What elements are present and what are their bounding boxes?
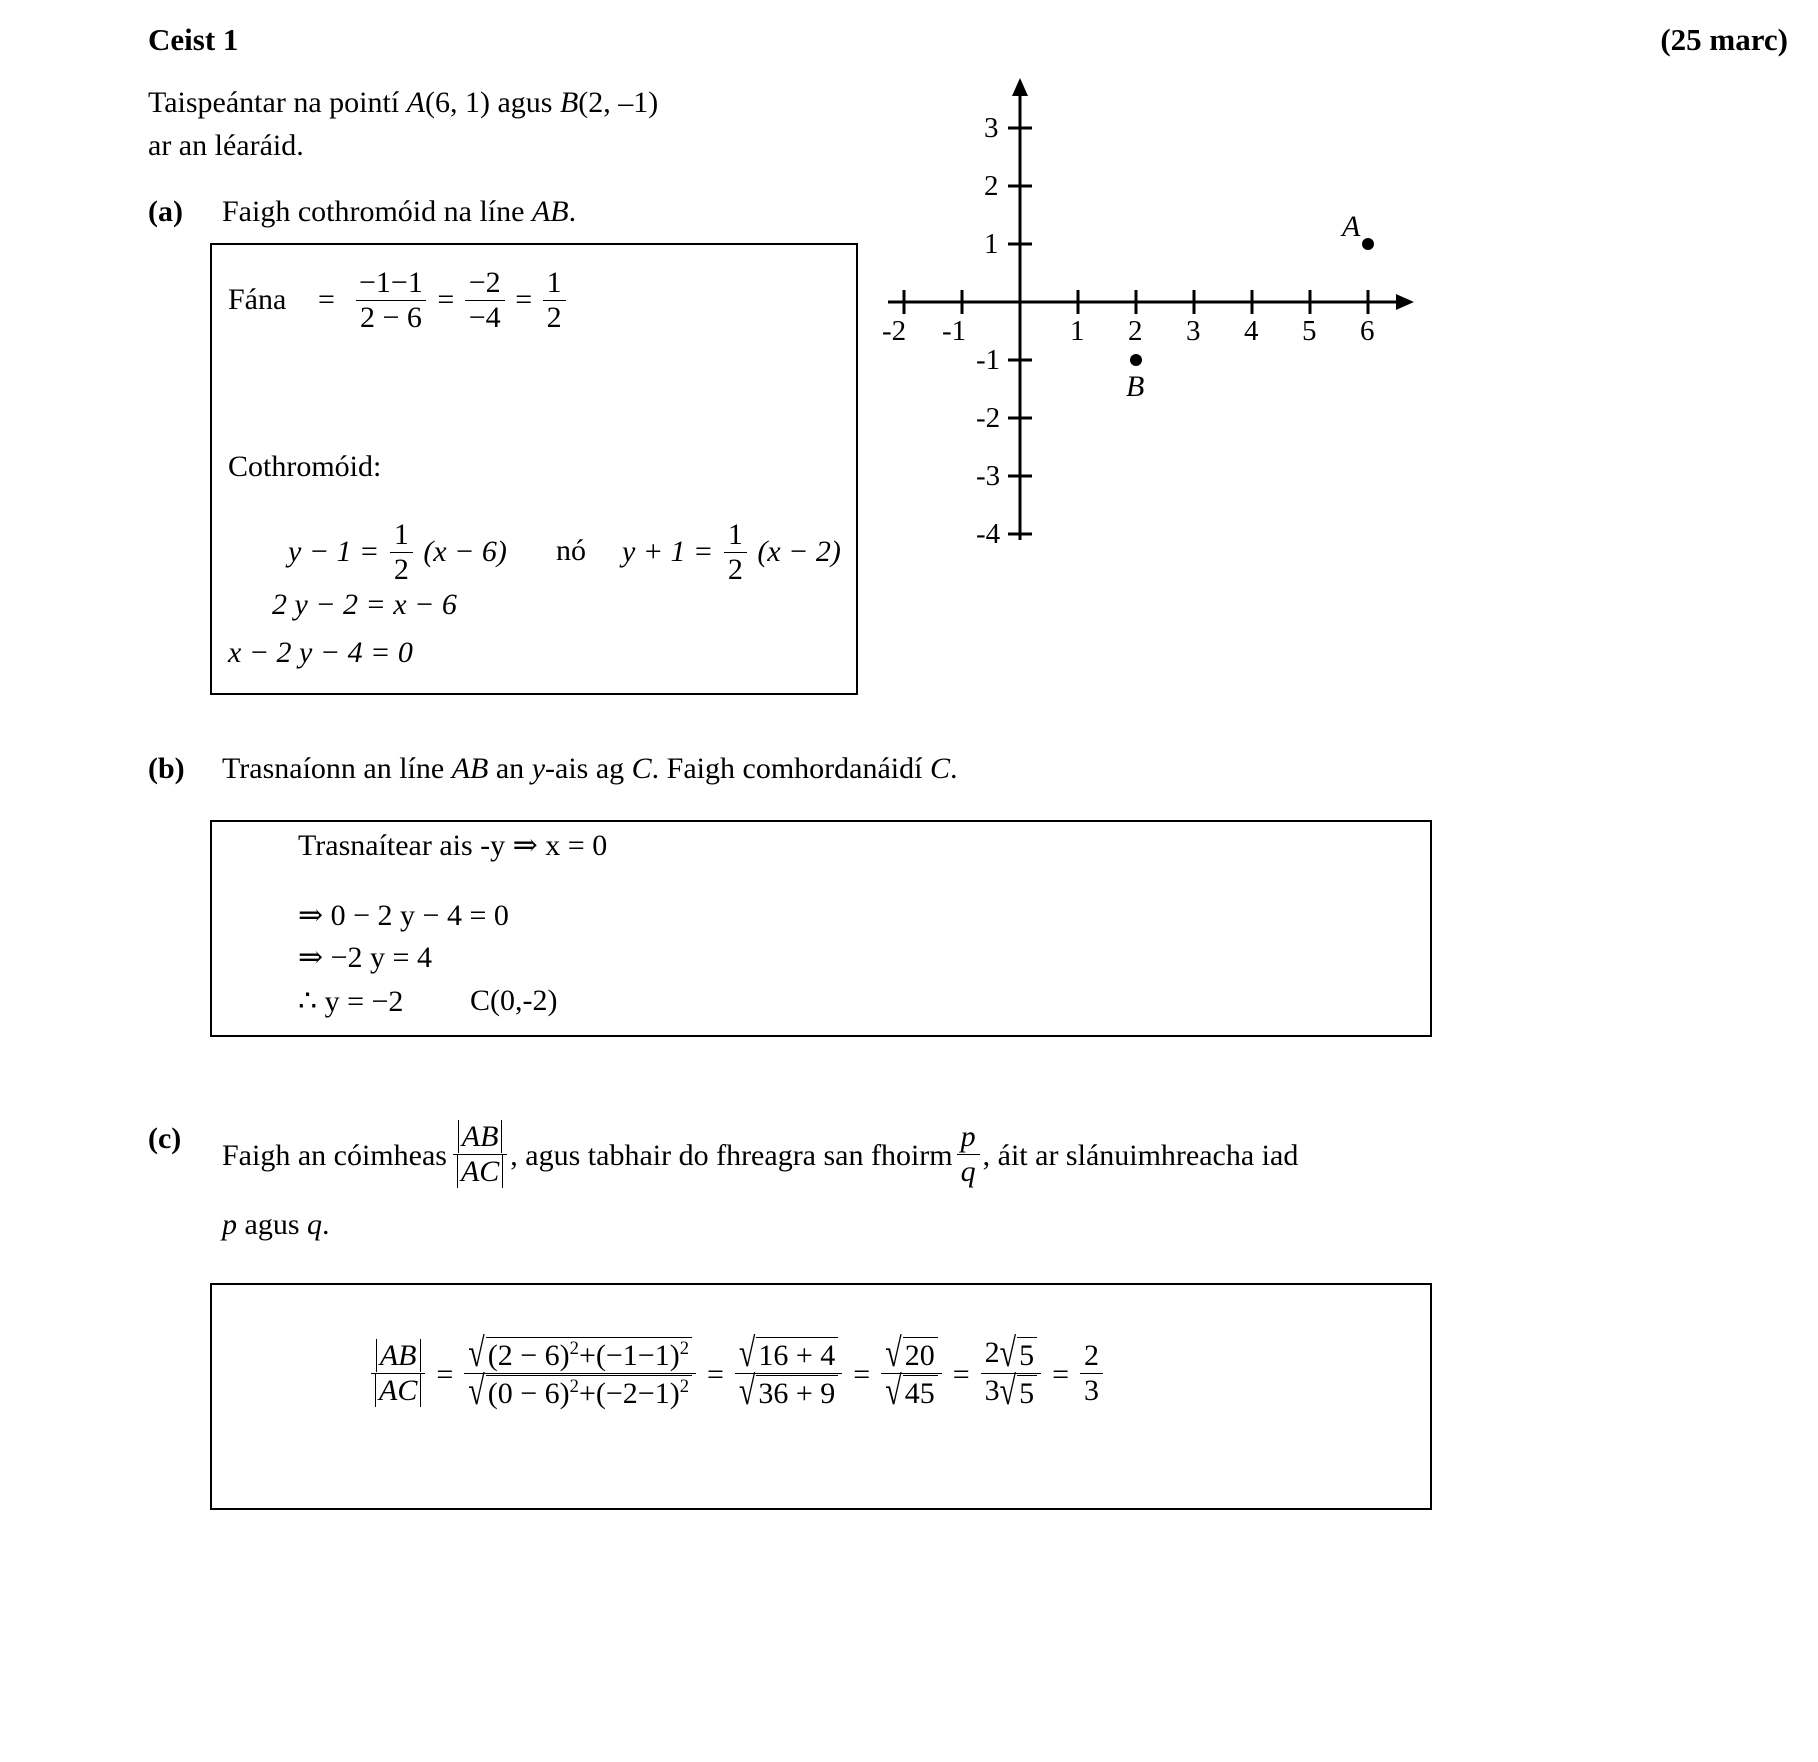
slope-den-2: −4 xyxy=(465,300,505,335)
slope-num-3: 1 xyxy=(546,266,562,299)
part-a-label: (a) xyxy=(148,195,183,228)
part-b-y: y xyxy=(531,752,546,785)
slope-expression xyxy=(352,268,569,336)
answer-c-fraction-3 xyxy=(881,1331,941,1414)
equation-form-2 xyxy=(622,520,841,588)
y-tick-label-3: -1 xyxy=(976,344,1001,376)
point-b-label: B xyxy=(559,86,579,119)
part-b-label: (b) xyxy=(148,752,185,785)
intro-line2: ar an léaráid. xyxy=(148,128,304,162)
answer-c-fraction-4 xyxy=(981,1331,1041,1414)
part-c-ratio xyxy=(453,1120,507,1188)
radical-icon: √ xyxy=(999,1331,1017,1376)
slope-den-1: 2 − 6 xyxy=(356,300,426,335)
equation-1-num: 1 xyxy=(393,518,409,551)
part-c-p: p xyxy=(222,1208,237,1241)
answer-c-sqrt-num-1 xyxy=(468,1331,692,1376)
answer-c-fraction-5 xyxy=(1080,1339,1103,1407)
equation-line-4: x − 2 y − 4 = 0 xyxy=(228,636,413,669)
equation-2-fraction xyxy=(724,518,747,586)
answer-b-line-4: ∴ y = −2 xyxy=(298,985,404,1018)
answer-c-equals-5: = xyxy=(1052,1358,1069,1392)
y-tick-label-1: 2 xyxy=(984,170,999,202)
intro-line1 xyxy=(148,86,658,119)
answer-c-sqrt-den-2 xyxy=(738,1368,838,1414)
answer-c-lhs-fraction xyxy=(371,1339,425,1407)
equation-line-3: 2 y − 2 = x − 6 xyxy=(272,588,457,621)
answer-c-sqrt-num-2 xyxy=(738,1331,838,1376)
equation-2-num: 1 xyxy=(727,518,743,551)
alternative-word: nó xyxy=(556,534,586,567)
answer-c-f4-num-coef: 2 xyxy=(984,1336,1000,1369)
part-c-q: q xyxy=(307,1208,322,1241)
radical-icon: √ xyxy=(885,1368,902,1414)
radical-icon: √ xyxy=(885,1331,902,1376)
part-c-label: (c) xyxy=(148,1122,182,1155)
intro-text-pre: Taispeántar na pointí xyxy=(148,86,407,119)
answer-c-f1-den-b-sup: 2 xyxy=(679,1376,689,1398)
radical-icon: √ xyxy=(738,1368,756,1414)
answer-c-fraction-2 xyxy=(735,1331,842,1414)
x-tick-label-7: 6 xyxy=(1360,315,1375,347)
answer-c-f1-num-a: (2 − 6) xyxy=(487,1339,570,1373)
y-axis-arrow-icon xyxy=(1012,78,1028,96)
x-tick-label-5: 4 xyxy=(1244,315,1259,347)
answer-c-sqrt-den-4 xyxy=(999,1368,1037,1414)
slope-fraction-1 xyxy=(355,266,427,334)
question-intro xyxy=(148,82,868,167)
equation-1-lhs: y − 1 = xyxy=(288,534,380,568)
answer-c-f1-den-plus: + xyxy=(578,1377,596,1411)
y-tick-label-4: -2 xyxy=(976,402,1001,434)
part-c-pre: Faigh an cóimheas xyxy=(222,1139,447,1173)
x-tick-label-2: 1 xyxy=(1070,315,1085,347)
answer-c-f1-den-a-sup: 2 xyxy=(569,1376,579,1398)
answer-c-equals-2: = xyxy=(706,1358,724,1392)
answer-c-lhs-den: AC xyxy=(375,1374,421,1407)
coordinate-diagram xyxy=(860,70,1420,570)
part-c-ratio-num: AB xyxy=(458,1120,503,1153)
point-a-marker xyxy=(1362,238,1374,250)
radical-icon: √ xyxy=(738,1331,756,1376)
y-tick-label-5: -3 xyxy=(976,460,1001,492)
equation-heading: Cothromóid: xyxy=(228,450,382,483)
part-c-text xyxy=(222,1122,1298,1190)
answer-c-sqrt-den-1 xyxy=(468,1368,692,1414)
slope-num-2: −2 xyxy=(468,266,501,299)
slope-label: Fána xyxy=(228,283,287,316)
answer-c-f1-num-a-sup: 2 xyxy=(569,1338,579,1360)
y-tick-label-0: 3 xyxy=(984,112,999,144)
point-b-coords: (2, –1) xyxy=(578,86,659,119)
slope-equals-1: = xyxy=(318,283,335,316)
x-tick-label-0: -2 xyxy=(882,315,907,347)
y-tick-label-6: -4 xyxy=(976,518,1001,550)
part-a-segment-ab: AB xyxy=(531,195,569,228)
answer-b-line-3: ⇒ −2 y = 4 xyxy=(298,941,432,974)
answer-c-f5-den: 3 xyxy=(1080,1373,1103,1408)
answer-c-f5-num: 2 xyxy=(1084,1339,1099,1373)
answer-c-f1-num-plus: + xyxy=(578,1339,596,1373)
answer-c-f1-den-b: (−2−1) xyxy=(595,1377,680,1411)
y-tick-label-2: 1 xyxy=(984,228,999,260)
equation-1-rhs: (x − 6) xyxy=(423,534,507,568)
answer-c-equals-4: = xyxy=(952,1358,970,1392)
part-a-text-pre: Faigh cothromóid na líne xyxy=(222,195,532,228)
radical-icon: √ xyxy=(468,1368,485,1414)
part-c-agus: agus xyxy=(237,1208,307,1241)
slope-fraction-2 xyxy=(465,266,505,334)
point-a-coords: (6, 1) xyxy=(424,86,490,119)
answer-c-equals-3: = xyxy=(853,1358,871,1392)
point-b-text-label: B xyxy=(1126,370,1145,403)
equation-2-rhs: (x − 2) xyxy=(757,534,841,568)
part-b-c1: C xyxy=(631,752,652,785)
point-a-label: A xyxy=(406,86,425,119)
part-c-form-den: q xyxy=(957,1154,980,1189)
equation-1-den: 2 xyxy=(390,552,413,587)
equation-2-lhs: y + 1 = xyxy=(622,534,714,568)
part-b-text xyxy=(222,752,957,786)
point-b-marker xyxy=(1130,354,1142,366)
answer-c-f4-den-coef: 3 xyxy=(984,1373,1000,1407)
slope-fraction-3 xyxy=(543,266,566,334)
part-b-mid3: . Faigh comhordanáidí xyxy=(651,752,930,785)
marks-label: (25 marc) xyxy=(1660,22,1788,57)
x-tick-label-3: 2 xyxy=(1128,315,1143,347)
answer-c-f1-num-b-sup: 2 xyxy=(679,1338,689,1360)
point-a-text-label: A xyxy=(1342,210,1361,243)
page-title: Ceist 1 xyxy=(148,22,239,57)
equation-1-fraction xyxy=(390,518,413,586)
answer-c-sqrt-num-4 xyxy=(999,1331,1037,1376)
slope-equals-2: = xyxy=(437,282,455,316)
part-c-period: . xyxy=(322,1208,330,1241)
answer-c-f1-den-a: (0 − 6) xyxy=(487,1377,570,1411)
part-b-ab: AB xyxy=(451,752,489,785)
slope-den-3: 2 xyxy=(543,300,566,335)
slope-equals-3: = xyxy=(515,282,533,316)
answer-c-lhs-num: AB xyxy=(376,1339,421,1372)
part-c-form-num: p xyxy=(960,1120,976,1153)
part-c-mid: , agus tabhair do fhreagra san fhoirm xyxy=(510,1139,953,1173)
part-c-form xyxy=(957,1120,980,1188)
answer-c-sqrt-den-3 xyxy=(885,1368,937,1414)
x-axis-arrow-icon xyxy=(1396,294,1414,310)
answer-c-f3-den: 45 xyxy=(903,1375,938,1411)
answer-c-f3-num: 20 xyxy=(903,1337,938,1373)
answer-c-fraction-1 xyxy=(464,1331,696,1414)
intro-conjunction: agus xyxy=(489,86,560,119)
part-b-end: . xyxy=(949,752,958,785)
radical-icon: √ xyxy=(468,1331,485,1376)
part-b-pre: Trasnaíonn an líne xyxy=(222,752,452,785)
equation-form-1 xyxy=(288,520,507,588)
part-a-text xyxy=(222,195,576,229)
answer-b-result: C(0,-2) xyxy=(470,984,558,1017)
answer-c-calculation xyxy=(368,1331,1106,1414)
answer-b-line-1: Trasnaítear ais -y ⇒ x = 0 xyxy=(298,829,608,862)
answer-c-f4-num-rad: 5 xyxy=(1017,1337,1037,1373)
part-b-c2: C xyxy=(929,752,950,785)
radical-icon: √ xyxy=(999,1368,1017,1414)
answer-c-equals-1: = xyxy=(436,1358,454,1392)
slope-num-1: −1−1 xyxy=(359,266,423,299)
answer-c-f2-den: 36 + 9 xyxy=(756,1375,838,1411)
part-c-line2 xyxy=(222,1208,330,1242)
answer-c-f1-num-b: (−1−1) xyxy=(595,1339,680,1373)
part-a-text-end: . xyxy=(568,195,577,228)
answer-c-f4-den-rad: 5 xyxy=(1017,1375,1037,1411)
part-c-ratio-den: AC xyxy=(457,1155,503,1188)
answer-c-f2-num: 16 + 4 xyxy=(756,1337,838,1373)
x-tick-label-4: 3 xyxy=(1186,315,1201,347)
answer-c-sqrt-num-3 xyxy=(885,1331,937,1376)
part-c-post: , áit ar slánuimhreacha iad xyxy=(982,1139,1299,1173)
part-b-mid: an xyxy=(488,752,532,785)
equation-2-den: 2 xyxy=(724,552,747,587)
part-b-mid2: -ais ag xyxy=(545,752,632,785)
x-tick-label-6: 5 xyxy=(1302,315,1317,347)
answer-b-line-2: ⇒ 0 − 2 y − 4 = 0 xyxy=(298,899,509,932)
x-tick-label-1: -1 xyxy=(942,315,967,347)
